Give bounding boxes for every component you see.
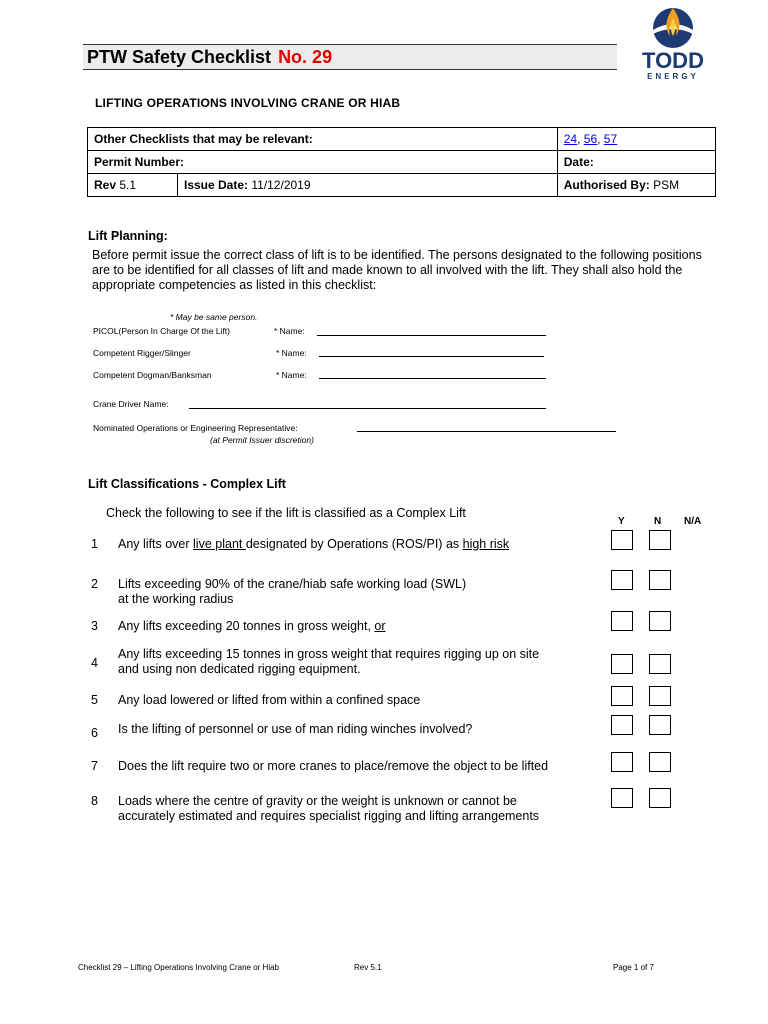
question-number: 3 xyxy=(91,619,98,633)
other-checklists-label: Other Checklists that may be relevant: xyxy=(88,128,558,151)
q2-no-checkbox[interactable] xyxy=(649,570,671,590)
question-number: 2 xyxy=(91,577,98,591)
checklist-number: No. 29 xyxy=(278,47,333,67)
rigger-name-input[interactable] xyxy=(319,356,544,357)
title-bar xyxy=(83,44,617,70)
question-number: 6 xyxy=(91,726,98,740)
q2-yes-checkbox[interactable] xyxy=(611,570,633,590)
q4-no-checkbox[interactable] xyxy=(649,654,671,674)
nominated-rep-label: Nominated Operations or Engineering Representative: xyxy=(93,423,298,433)
question-7-text: Does the lift require two or more cranes to place/remove the object to be lifted xyxy=(118,759,549,773)
logo-subtext: ENERGY xyxy=(647,72,699,81)
col-na-header: N/A xyxy=(684,516,702,527)
question-8-text: Loads where the centre of gravity or the weight is unknown or cannot be accurately estimated and requires specialist rigging and lifting arrangements xyxy=(118,794,540,823)
footer-document-name: Checklist 29 – Lifting Operations Involving Crane or Hiab xyxy=(78,963,279,972)
q1-no-checkbox[interactable] xyxy=(649,530,671,550)
permit-info-table xyxy=(87,127,716,197)
question-6-text: Is the lifting of personnel or use of man riding winches involved? xyxy=(118,722,473,736)
q6-yes-checkbox[interactable] xyxy=(611,715,633,735)
lift-planning-text: Before permit issue the correct class of lift is to be identified. The persons designated to the following positions are to be identified for all classes of lift and made known to all involved with the lift. They shall also hold the appropriate competencies as listed in this checklist: xyxy=(92,248,702,292)
question-number: 8 xyxy=(91,794,98,808)
link-checklist-24[interactable]: 24 xyxy=(563,132,578,146)
issue-date-cell: Issue Date: 11/12/2019 xyxy=(178,174,558,197)
rev-cell: Rev 5.1 xyxy=(88,174,178,197)
page-title: PTW Safety Checklist No. 29 xyxy=(87,47,333,67)
permit-number-field[interactable]: Permit Number: xyxy=(88,151,558,174)
col-yes-header: Y xyxy=(618,516,625,527)
q5-no-checkbox[interactable] xyxy=(649,686,671,706)
same-person-note: * May be same person. xyxy=(170,312,258,322)
question-1-text: Any lifts over live plant designated by Operations (ROS/PI) as high risk xyxy=(118,537,510,551)
rigger-name-label: * Name: xyxy=(276,348,307,358)
authorised-by-cell: Authorised By: PSM xyxy=(557,174,715,197)
todd-energy-logo xyxy=(630,4,716,82)
related-checklists-cell: 24, 56, 57 xyxy=(557,128,715,151)
dogman-label: Competent Dogman/Banksman xyxy=(93,370,212,380)
lift-planning-heading: Lift Planning: xyxy=(88,229,168,243)
q1-yes-checkbox[interactable] xyxy=(611,530,633,550)
footer-page-number: Page 1 of 7 xyxy=(613,963,654,972)
question-4-text: Any lifts exceeding 15 tonnes in gross weight that requires rigging up on site and using non dedicated rigging equipment. xyxy=(118,647,540,676)
picol-label: PICOL(Person In Charge Of the Lift) xyxy=(93,326,231,336)
q4-yes-checkbox[interactable] xyxy=(611,654,633,674)
dogman-name-input[interactable] xyxy=(319,378,546,379)
q8-no-checkbox[interactable] xyxy=(649,788,671,808)
q3-yes-checkbox[interactable] xyxy=(611,611,633,631)
q6-no-checkbox[interactable] xyxy=(649,715,671,735)
question-number: 7 xyxy=(91,759,98,773)
crane-driver-name-input[interactable] xyxy=(189,408,546,409)
q3-no-checkbox[interactable] xyxy=(649,611,671,631)
col-no-header: N xyxy=(654,516,662,527)
q5-yes-checkbox[interactable] xyxy=(611,686,633,706)
q7-yes-checkbox[interactable] xyxy=(611,752,633,772)
footer-revision: Rev 5.1 xyxy=(354,963,382,972)
question-5-text: Any load lowered or lifted from within a confined space xyxy=(118,693,421,707)
nominated-rep-input[interactable] xyxy=(357,431,616,432)
question-2-text: Lifts exceeding 90% of the crane/hiab safe working load (SWL) at the working radius xyxy=(118,577,467,606)
question-number: 1 xyxy=(91,537,98,551)
link-checklist-57[interactable]: 57 xyxy=(603,132,618,146)
date-field[interactable]: Date: xyxy=(557,151,715,174)
question-number: 4 xyxy=(91,656,98,670)
picol-name-input[interactable] xyxy=(317,335,546,336)
flame-icon xyxy=(630,4,716,50)
crane-driver-label: Crane Driver Name: xyxy=(93,399,169,409)
dogman-name-label: * Name: xyxy=(276,370,307,380)
q8-yes-checkbox[interactable] xyxy=(611,788,633,808)
discretion-note: (at Permit Issuer discretion) xyxy=(210,435,314,445)
classification-intro: Check the following to see if the lift is classified as a Complex Lift xyxy=(106,506,466,520)
link-checklist-56[interactable]: 56 xyxy=(583,132,598,146)
document-subtitle: LIFTING OPERATIONS INVOLVING CRANE OR HIAB xyxy=(95,96,401,110)
q7-no-checkbox[interactable] xyxy=(649,752,671,772)
question-number: 5 xyxy=(91,693,98,707)
picol-name-label: * Name: xyxy=(274,326,305,336)
rigger-label: Competent Rigger/Slinger xyxy=(93,348,191,358)
classification-heading: Lift Classifications - Complex Lift xyxy=(88,477,286,491)
question-3-text: Any lifts exceeding 20 tonnes in gross weight, or xyxy=(118,619,386,633)
logo-wordmark: TODD xyxy=(642,48,704,73)
